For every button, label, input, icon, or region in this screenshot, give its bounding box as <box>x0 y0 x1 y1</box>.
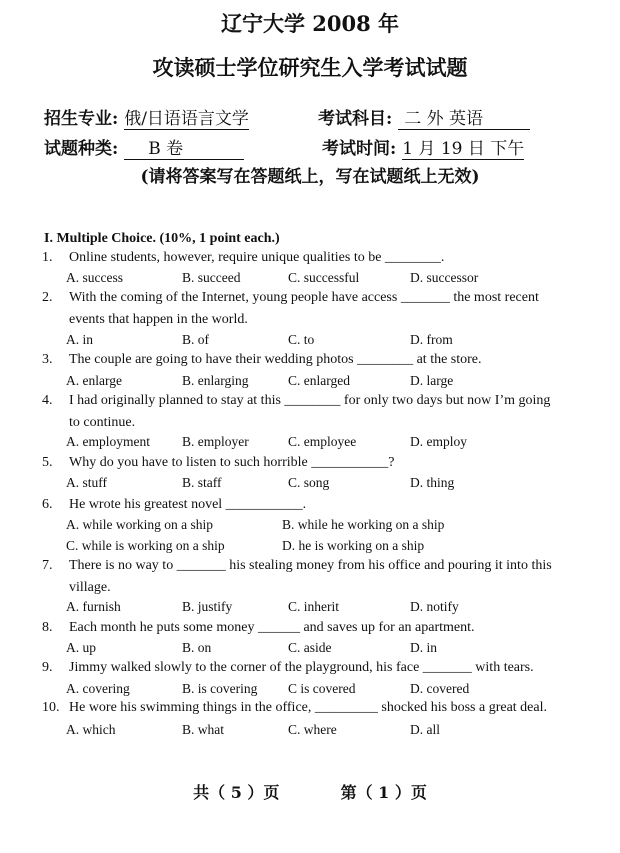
answer-option: B. on <box>182 640 212 655</box>
paper-type-field <box>44 134 244 160</box>
question-text: Jimmy walked slowly to the corner of the playground, his face _______ with tears. <box>69 660 534 675</box>
answer-option: C. successful <box>288 270 360 285</box>
question-number: 1. <box>42 250 53 265</box>
answer-option: B. staff <box>182 475 222 490</box>
answer-option: A. enlarge <box>66 373 122 388</box>
answer-option: A. up <box>66 640 96 655</box>
question-number: 10. <box>42 700 60 715</box>
subject-field <box>318 104 530 130</box>
answer-option: C. to <box>288 332 315 347</box>
answer-option: C. while is working on a ship <box>66 538 225 553</box>
paper-type-label: 试题种类: <box>44 139 119 159</box>
answer-option: D. in <box>410 640 437 655</box>
answer-option: D. notify <box>410 599 459 614</box>
answer-option: C. aside <box>288 640 332 655</box>
question-number: 9. <box>42 660 53 675</box>
major-field <box>44 104 249 130</box>
answer-option: A. employment <box>66 434 150 449</box>
answer-option: A. success <box>66 270 123 285</box>
answer-option: C. where <box>288 722 337 737</box>
answer-option: C. inherit <box>288 599 339 614</box>
answer-option: A. which <box>66 722 116 737</box>
question-number: 5. <box>42 455 53 470</box>
question-number: 7. <box>42 558 53 573</box>
exam-time-label: 考试时间: <box>322 139 397 159</box>
question-text: There is no way to _______ his stealing money from his office and pouring it into this <box>69 558 552 573</box>
question-text: He wore his swimming things in the office, _________ shocked his boss a great deal. <box>69 700 547 715</box>
answer-option: B. justify <box>182 599 233 614</box>
exam-time-value: 1 月 19 日 下午 <box>402 134 524 160</box>
question-text: Why do you have to listen to such horrible ___________? <box>69 455 395 470</box>
question-text: Online students, however, require unique qualities to be ________. <box>69 250 445 265</box>
major-value: 俄/日语语言文学 <box>124 104 249 130</box>
page-footer <box>0 780 620 803</box>
answer-option: A. covering <box>66 681 130 696</box>
section-heading: I. Multiple Choice. (10%, 1 point each.) <box>44 231 280 246</box>
answer-notice: (请将答案写在答题纸上，写在试题纸上无效) <box>140 167 480 187</box>
question-text: I had originally planned to stay at this ________ for only two days but now I’m going <box>69 393 551 408</box>
answer-option: A. in <box>66 332 93 347</box>
question-text: events that happen in the world. <box>69 312 248 327</box>
answer-option: D. from <box>410 332 453 347</box>
question-number: 2. <box>42 290 53 305</box>
answer-option: D. large <box>410 373 454 388</box>
answer-option: D. employ <box>410 434 467 449</box>
major-label: 招生专业: <box>44 109 119 129</box>
question-number: 6. <box>42 497 53 512</box>
answer-option: A. furnish <box>66 599 121 614</box>
answer-option: D. all <box>410 722 440 737</box>
subject-label: 考试科目: <box>318 109 393 129</box>
current-page: 第（ 1 ）页 <box>340 783 427 802</box>
answer-option: D. he is working on a ship <box>282 538 425 553</box>
question-text: Each month he puts some money ______ and saves up for an apartment. <box>69 620 475 635</box>
exam-title: 辽宁大学 2008 年 <box>220 11 400 36</box>
question-text: to continue. <box>69 415 136 430</box>
total-pages: 共（ 5 ）页 <box>193 783 280 802</box>
answer-option: B. enlarging <box>182 373 249 388</box>
question-number: 3. <box>42 352 53 367</box>
question-text: village. <box>69 580 111 595</box>
answer-option: B. of <box>182 332 209 347</box>
answer-option: B. while he working on a ship <box>282 517 445 532</box>
answer-option: C. song <box>288 475 330 490</box>
answer-option: A. while working on a ship <box>66 517 213 532</box>
question-text: The couple are going to have their wedding photos ________ at the store. <box>69 352 482 367</box>
paper-type-value: B 卷 <box>124 134 244 160</box>
answer-option: D. successor <box>410 270 479 285</box>
answer-option: C is covered <box>288 681 356 696</box>
answer-option: A. stuff <box>66 475 108 490</box>
exam-subtitle: 攻读硕士学位研究生入学考试试题 <box>152 55 468 80</box>
answer-option: B. what <box>182 722 224 737</box>
answer-option: B. succeed <box>182 270 241 285</box>
answer-option: B. employer <box>182 434 249 449</box>
question-text: He wrote his greatest novel ___________. <box>69 497 307 512</box>
answer-option: C. enlarged <box>288 373 350 388</box>
subject-value: 二 外 英语 <box>398 104 530 130</box>
question-number: 4. <box>42 393 53 408</box>
answer-option: C. employee <box>288 434 357 449</box>
exam-time-field <box>322 134 524 160</box>
answer-option: D. thing <box>410 475 455 490</box>
question-number: 8. <box>42 620 53 635</box>
question-text: With the coming of the Internet, young people have access _______ the most recent <box>69 290 539 305</box>
answer-option: B. is covering <box>182 681 258 696</box>
answer-option: D. covered <box>410 681 470 696</box>
